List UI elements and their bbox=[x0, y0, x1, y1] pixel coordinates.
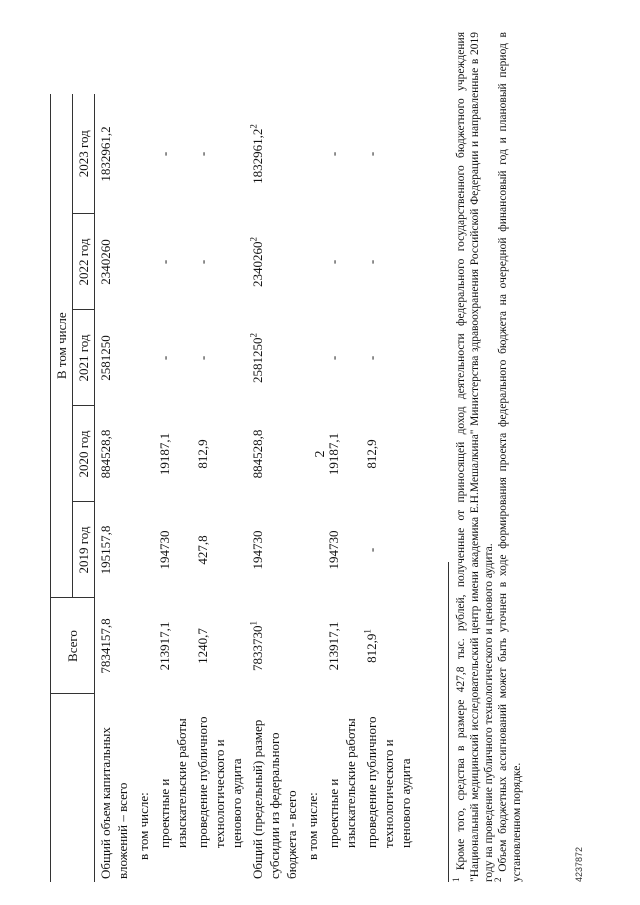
header-year-2022: 2022 год bbox=[73, 214, 95, 310]
cell-y2020: 884528,8 bbox=[250, 429, 265, 479]
cell-y2019: - bbox=[364, 547, 379, 553]
header-year-2021: 2021 год bbox=[73, 310, 95, 406]
cell-y2021: 2581250$^2$ bbox=[248, 333, 265, 383]
cell-total bbox=[133, 598, 154, 694]
cell-y2020: 884528,8 bbox=[98, 429, 113, 479]
footnotes bbox=[451, 32, 524, 882]
cell-y2022: 2340260$^2$ bbox=[248, 237, 265, 287]
cell-total: 213917,1 bbox=[157, 621, 172, 671]
cell-total: 213917,1 bbox=[326, 621, 341, 671]
cell-y2023: - bbox=[326, 151, 341, 157]
row-label: Общий (предельный) размер субсидии из федерального бюджета - всего bbox=[250, 719, 299, 879]
cell-total bbox=[302, 598, 323, 694]
row-label: проведение публичного технологического и ценового аудита bbox=[195, 716, 244, 848]
cell-y2021: - bbox=[195, 355, 210, 361]
investment-table bbox=[50, 94, 416, 882]
cell-y2022: - bbox=[326, 259, 341, 265]
cell-y2023: - bbox=[195, 151, 210, 157]
header-year-2019: 2019 год bbox=[73, 502, 95, 598]
table-row bbox=[192, 94, 247, 882]
cell-y2020: 812,9 bbox=[364, 439, 379, 469]
cell-y2022: 2340260 bbox=[98, 239, 113, 285]
cell-total: 7833730$^1$ bbox=[248, 621, 265, 671]
cell-y2020 bbox=[133, 406, 154, 502]
header-total: Всего bbox=[51, 598, 95, 694]
table-row bbox=[323, 94, 361, 882]
cell-y2023: - bbox=[157, 151, 172, 157]
cell-y2020: 19187,1 bbox=[326, 432, 341, 476]
table-row bbox=[95, 94, 134, 882]
cell-y2019 bbox=[302, 502, 323, 598]
cell-total: 7834157,8 bbox=[98, 618, 113, 674]
rotated-page-content bbox=[50, 22, 590, 882]
table-row bbox=[154, 94, 192, 882]
cell-y2022 bbox=[302, 214, 323, 310]
cell-y2019: 194730 bbox=[250, 530, 265, 570]
cell-y2021: 2581250 bbox=[98, 335, 113, 381]
page-number: 2 bbox=[313, 450, 328, 458]
row-label: проектные и изыскательские работы bbox=[326, 718, 358, 848]
cell-y2023 bbox=[302, 94, 323, 214]
row-label: в том числе: bbox=[305, 792, 320, 860]
cell-y2021: - bbox=[326, 355, 341, 361]
cell-y2022: - bbox=[364, 259, 379, 265]
cell-y2021: - bbox=[364, 355, 379, 361]
cell-y2022 bbox=[133, 214, 154, 310]
cell-y2019: 194730 bbox=[157, 530, 172, 570]
row-label: проведение публичного технологического и ценового аудита bbox=[364, 716, 413, 848]
cell-y2021 bbox=[133, 310, 154, 406]
table-row bbox=[361, 94, 416, 882]
header-year-2020: 2020 год bbox=[73, 406, 95, 502]
cell-y2023 bbox=[133, 94, 154, 214]
cell-y2023: - bbox=[364, 151, 379, 157]
cell-y2023: 1832961,2 bbox=[98, 126, 113, 182]
row-label: в том числе: bbox=[136, 792, 151, 860]
table-row bbox=[133, 94, 154, 882]
header-including: В том числе bbox=[51, 94, 73, 598]
footnote-separator bbox=[448, 562, 449, 882]
header-empty-cell bbox=[51, 694, 95, 882]
cell-y2019 bbox=[133, 502, 154, 598]
header-year-2023: 2023 год bbox=[73, 94, 95, 214]
cell-y2023: 1832961,2$^2$ bbox=[248, 124, 265, 184]
cell-y2020: 812,9 bbox=[195, 439, 210, 469]
cell-y2019: 427,8 bbox=[195, 535, 210, 565]
cell-y2020: 19187,1 bbox=[157, 432, 172, 476]
header-row-1 bbox=[51, 94, 73, 882]
document-code: 4237872 bbox=[574, 846, 584, 882]
footnote-2: $^2$ Объем бюджетных ассигнований может быть уточнен в ходе формирования проекта федерального бюджета на очередной финансовый год и плановый период в установленном порядке. bbox=[493, 32, 523, 882]
cell-y2019: 194730 bbox=[326, 530, 341, 570]
cell-y2022: - bbox=[195, 259, 210, 265]
cell-y2019: 195157,8 bbox=[98, 525, 113, 575]
cell-y2020 bbox=[302, 406, 323, 502]
table-row bbox=[247, 94, 302, 882]
cell-y2021 bbox=[302, 310, 323, 406]
table-row bbox=[302, 94, 323, 882]
cell-y2022: - bbox=[157, 259, 172, 265]
cell-y2021: - bbox=[157, 355, 172, 361]
footnote-1: $^1$ Кроме того, средства в размере 427,8 тыс. рублей, полученные от приносящей доход деятельности федерального государственного бюджетного учреждения "Национальный медицинский исследовательский центр имени академика Е.Н.Мешалкина" Министерства здравоохранения Российской Федерации и направленные в 2019 году на проведение публичного технологического и ценового аудита. bbox=[451, 32, 495, 882]
cell-total: 1240,7 bbox=[195, 628, 210, 664]
row-label: проектные и изыскательские работы bbox=[157, 718, 189, 848]
cell-total: 812,9$^1$ bbox=[362, 629, 379, 663]
row-label: Общий объем капитальных вложений – всего bbox=[98, 727, 130, 879]
